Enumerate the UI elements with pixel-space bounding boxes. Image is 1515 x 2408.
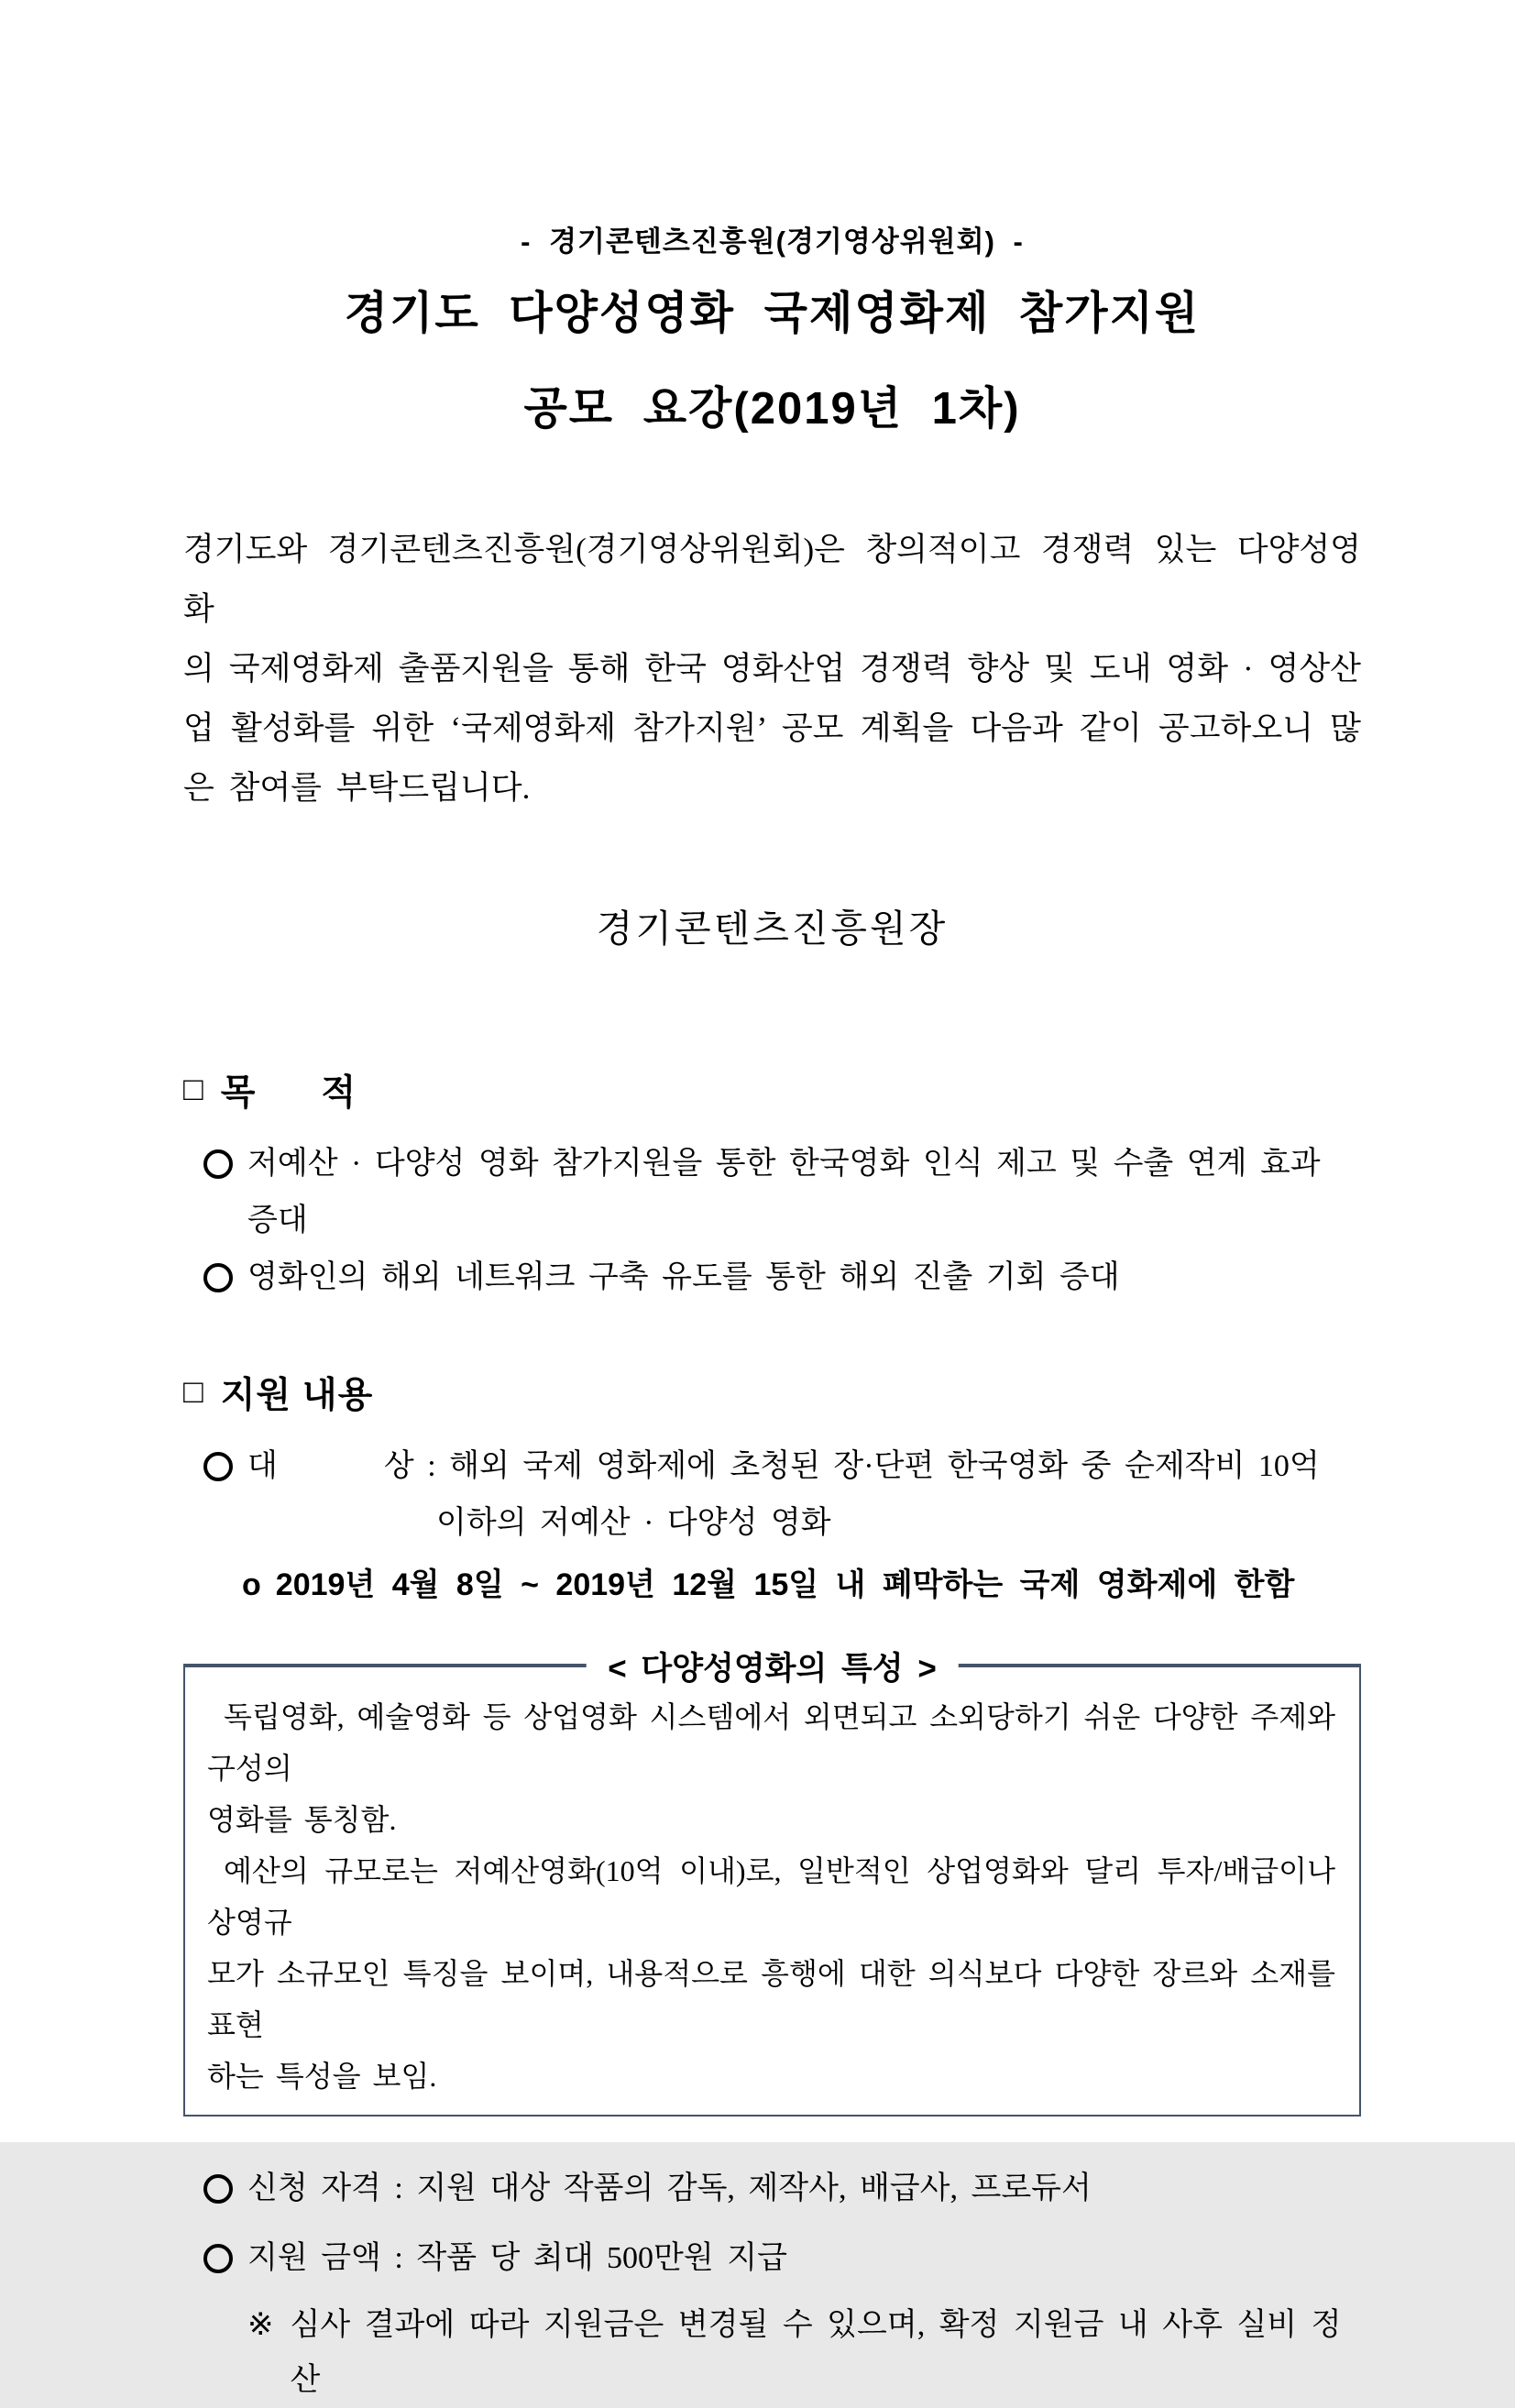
circle-bullet-icon: [203, 1149, 233, 1179]
support-items: [183, 1438, 1361, 1552]
feature-box-line: 모가 소규모인 특징을 보이며, 내용적으로 흥행에 대한 의식보다 다양한 장르와 소재를 표현: [207, 1957, 1335, 2041]
support-target-line2: 이하의 저예산 · 다양성 영화: [436, 1506, 831, 1540]
intro-line: 은 참여를 부탁드립니다.: [183, 770, 531, 806]
purpose-item-2: [183, 1249, 1361, 1306]
sub-bullet-o: o: [242, 1567, 261, 1602]
section-heading-purpose: [183, 1064, 1361, 1116]
square-marker-icon: □: [183, 1372, 204, 1410]
circle-bullet-icon: [203, 1263, 233, 1292]
amount-item-text: 지원 금액 : 작품 당 최대 500만원 지급: [247, 2241, 787, 2275]
signature-line: 경기콘텐츠진흥원장: [596, 907, 949, 950]
eligibility-item: [183, 2161, 1361, 2217]
intro-line: 의 국제영화제 출품지원을 통해 한국 영화산업 경쟁력 향상 및 도내 영화 · 영상산: [183, 651, 1361, 687]
square-marker-icon: □: [183, 1070, 204, 1107]
amount-note: [183, 2298, 1361, 2408]
reference-mark-icon: ※: [247, 2308, 274, 2342]
circle-bullet-icon: [203, 2174, 233, 2204]
diversity-film-feature-box: [183, 1651, 1361, 2117]
amount-note-text: 심사 결과에 따라 지원금은 변경될 수 있으며, 확정 지원금 내 사후 실비 정산: [290, 2308, 1342, 2397]
feature-box-title: < 다양성영화의 특성 >: [586, 1644, 959, 1689]
circle-bullet-icon: [203, 1452, 233, 1481]
purpose-items: [183, 1136, 1361, 1306]
eligibility-item-text: 신청 자격 : 지원 대상 작품의 감독, 제작사, 배급사, 프로듀서: [247, 2172, 1092, 2205]
section-title-purpose: 목 적: [220, 1073, 357, 1113]
section-title-support: 지원 내용: [220, 1376, 374, 1415]
circle-bullet-icon: [203, 2244, 233, 2273]
amount-item: [183, 2230, 1361, 2287]
section-heading-support: [183, 1367, 1361, 1418]
feature-box-line: 독립영화, 예술영화 등 상업영화 시스템에서 외면되고 소외당하기 쉬운 다양한 주제와 구성의: [207, 1700, 1335, 1785]
doc-title-line1: 경기도 다양성영화 국제영화제 참가지원: [344, 289, 1201, 338]
festival-date-note: [183, 1557, 1361, 1612]
support-target-line1: 대 상 : 해외 국제 영화제에 초청된 장·단편 한국영화 중 순제작비 10억: [247, 1449, 1320, 1483]
feature-box-line: 영화를 통칭함.: [207, 1803, 397, 1836]
purpose-item-1-text: 저예산 · 다양성 영화 참가지원을 통한 한국영화 인식 제고 및 수출 연계 효과 증대: [247, 1147, 1321, 1237]
feature-box-line: 예산의 규모로는 저예산영화(10억 이내)로, 일반적인 상업영화와 달리 투자/배급이나 상영규: [207, 1854, 1335, 1939]
bottom-items: [183, 2161, 1361, 2408]
feature-box-line: 하는 특성을 보임.: [207, 2060, 437, 2093]
intro-paragraph: [183, 520, 1361, 818]
intro-line: 업 활성화를 위한 ‘국제영화제 참가지원’ 공모 계획을 다음과 같이 공고하오니 많: [183, 710, 1361, 746]
support-target-item: [183, 1438, 1361, 1495]
purpose-item-1: [183, 1136, 1361, 1249]
org-line: - 경기콘텐츠진흥원(경기영상위원회) -: [521, 225, 1024, 258]
festival-date-note-text: 2019년 4월 8일 ~ 2019년 12월 15일 내 폐막하는 국제 영화제에 한함: [275, 1567, 1295, 1602]
intro-line: 경기도와 경기콘텐츠진흥원(경기영상위원회)은 창의적이고 경쟁력 있는 다양성영화: [183, 532, 1361, 627]
purpose-item-2-text: 영화인의 해외 네트워크 구축 유도를 통한 해외 진출 기회 증대: [247, 1260, 1120, 1294]
doc-title-line2: 공모 요강(2019년 1차): [523, 384, 1021, 434]
